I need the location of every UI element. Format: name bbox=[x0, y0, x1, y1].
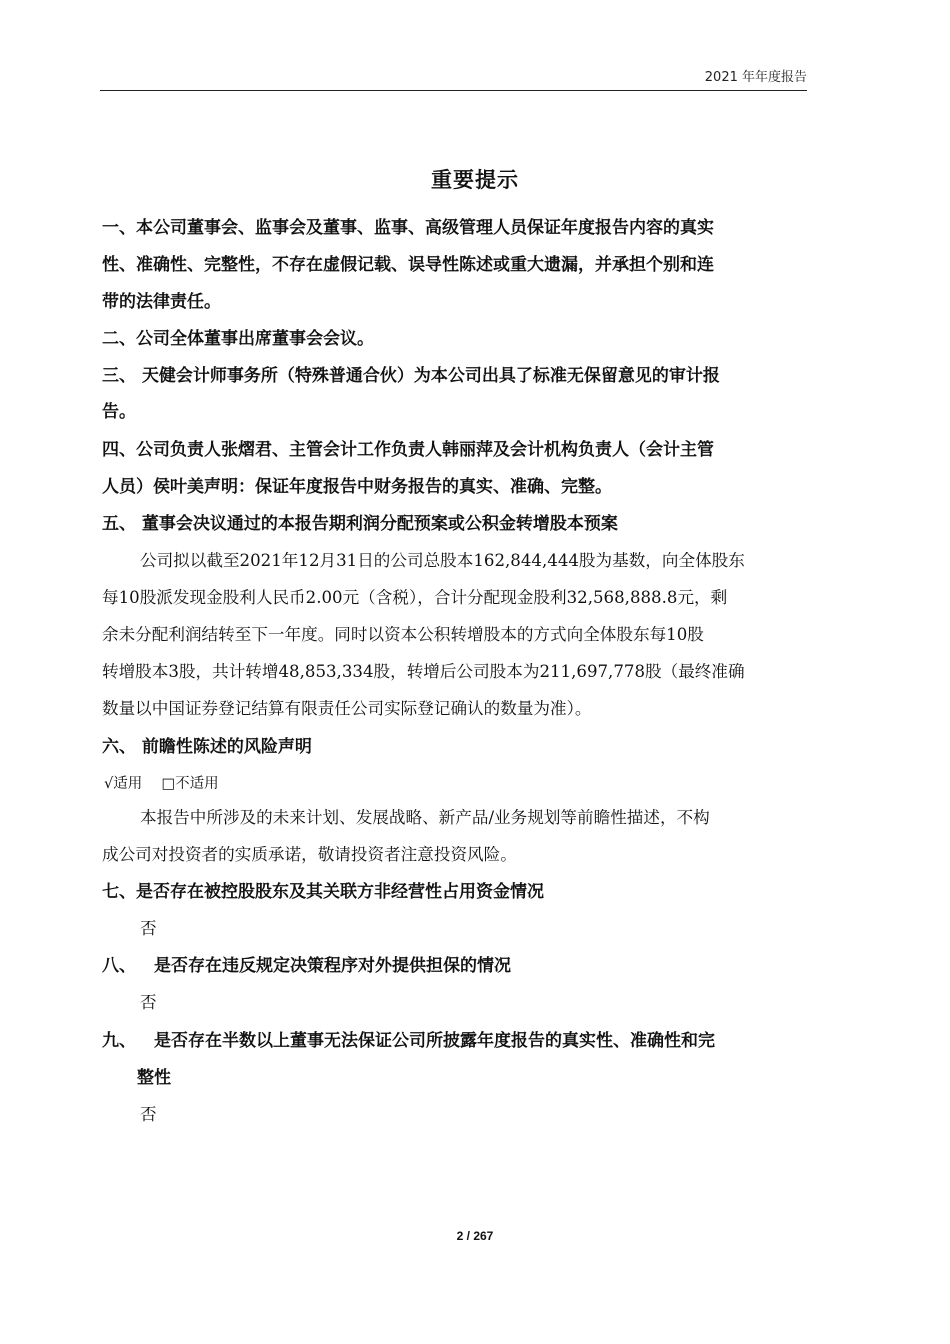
item-8-answer: 否 bbox=[140, 993, 157, 1012]
applicable-checked-option: √适用 bbox=[104, 776, 143, 792]
page-title: 重要提示 bbox=[431, 168, 519, 192]
page-number: 2 / 267 bbox=[456, 1229, 494, 1243]
page-header bbox=[100, 66, 807, 91]
not-applicable-option: □不适用 bbox=[161, 776, 219, 792]
item-3-line-1: 三、 天健会计师事务所（特殊普通合伙）为本公司出具了标准无保留意见的审计报 bbox=[102, 366, 720, 386]
item-1-line-2: 性、准确性、完整性，不存在虚假记载、误导性陈述或重大遗漏，并承担个别和连 bbox=[102, 255, 714, 275]
item-4-line-2: 人员）侯叶美声明：保证年度报告中财务报告的真实、准确、完整。 bbox=[102, 477, 612, 497]
item-5-heading: 五、 董事会决议通过的本报告期利润分配预案或公积金转增股本预案 bbox=[102, 514, 618, 534]
item-7-heading: 七、是否存在被控股股东及其关联方非经营性占用资金情况 bbox=[102, 882, 544, 902]
item-6-paragraph-line-1: 本报告中所涉及的未来计划、发展战略、新产品/业务规划等前瞻性描述，不构 bbox=[140, 808, 710, 827]
item-7-answer: 否 bbox=[140, 919, 157, 938]
item-6-heading: 六、 前瞻性陈述的风险声明 bbox=[102, 737, 312, 757]
item-5-paragraph-line-4: 转增股本3股，共计转增48,853,334股，转增后公司股本为211,697,778股（最终准确 bbox=[102, 662, 745, 681]
item-8-heading: 是否存在违反规定决策程序对外提供担保的情况 bbox=[154, 956, 511, 976]
item-4-line-1: 四、公司负责人张熠君、主管会计工作负责人韩丽萍及会计机构负责人（会计主管 bbox=[102, 440, 714, 460]
item-9-heading-line-1: 是否存在半数以上董事无法保证公司所披露年度报告的真实性、准确性和完 bbox=[154, 1031, 715, 1051]
item-9-heading-line-2: 整性 bbox=[137, 1068, 171, 1088]
header-report-title: 2021 年年度报告 bbox=[704, 70, 807, 85]
item-3-line-2: 告。 bbox=[102, 402, 136, 422]
item-1-line-3: 带的法律责任。 bbox=[102, 292, 221, 312]
item-9-answer: 否 bbox=[140, 1105, 157, 1124]
item-5-paragraph-line-1: 公司拟以截至2021年12月31日的公司总股本162,844,444股为基数，向全体股东 bbox=[140, 551, 745, 570]
applicability-options bbox=[104, 774, 219, 794]
item-8-number: 八、 bbox=[102, 956, 136, 976]
item-2: 二、公司全体董事出席董事会会议。 bbox=[102, 329, 374, 349]
item-6-paragraph-line-2: 成公司对投资者的实质承诺，敬请投资者注意投资风险。 bbox=[102, 845, 517, 864]
item-5-paragraph-line-2: 每10股派发现金股利人民币2.00元（含税），合计分配现金股利32,568,888.8元，剩 bbox=[102, 588, 728, 607]
item-1-line-1: 一、本公司董事会、监事会及董事、监事、高级管理人员保证年度报告内容的真实 bbox=[102, 218, 714, 238]
item-5-paragraph-line-3: 余未分配利润结转至下一年度。同时以资本公积转增股本的方式向全体股东每10股 bbox=[102, 625, 704, 644]
item-5-paragraph-line-5: 数量以中国证券登记结算有限责任公司实际登记确认的数量为准）。 bbox=[102, 699, 592, 718]
item-9-number: 九、 bbox=[102, 1031, 136, 1051]
